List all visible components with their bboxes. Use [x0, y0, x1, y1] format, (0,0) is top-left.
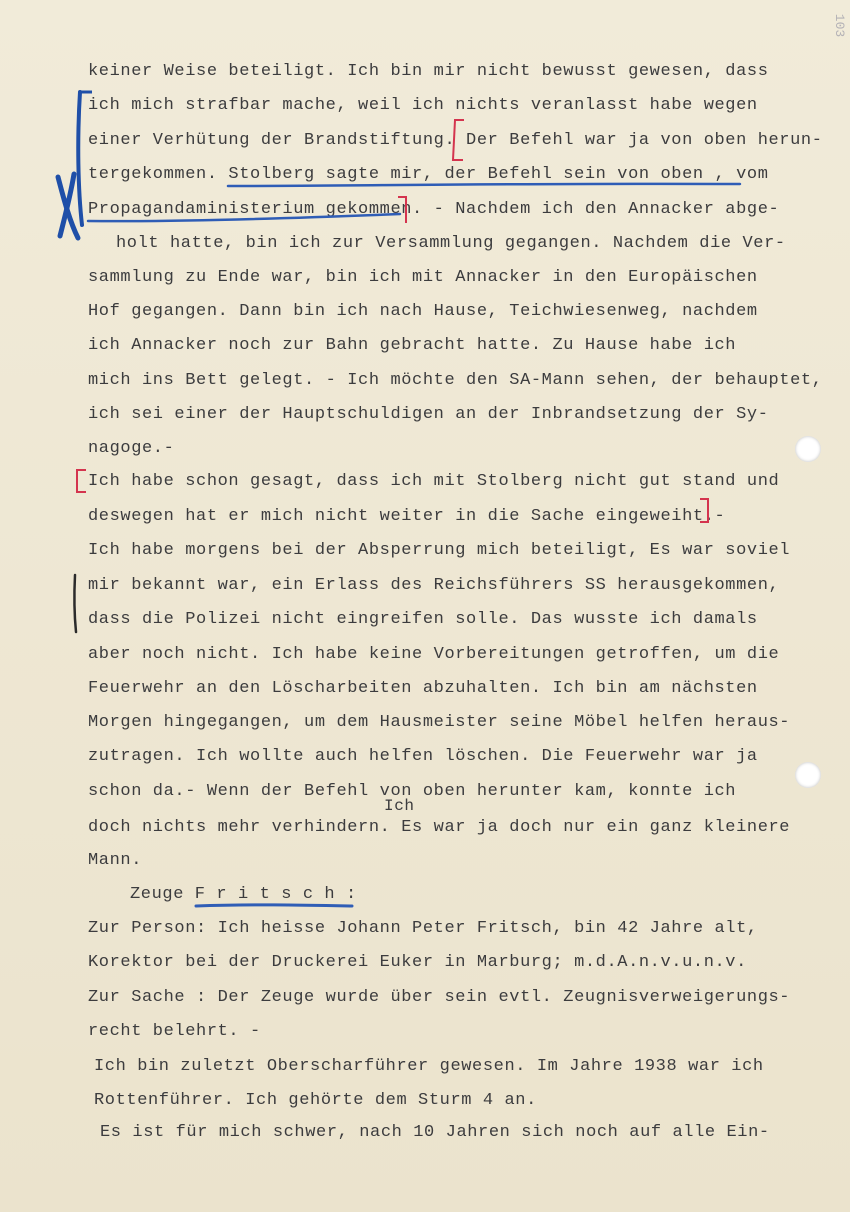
text-line: Feuerwehr an den Löscharbeiten abzuhalten. Ich bin am nächsten	[88, 679, 758, 698]
text-line: Morgen hingegangen, um dem Hausmeister seine Möbel helfen heraus-	[88, 713, 791, 732]
text-line: Mann.	[88, 851, 143, 870]
text-line: Zeuge F r i t s c h :	[130, 885, 357, 904]
red-bracket-close-2	[700, 499, 708, 522]
text-line: tergekommen. Stolberg sagte mir, der Befehl sein von oben , vom	[88, 165, 769, 184]
red-bracket-open-1	[453, 120, 464, 160]
text-line: Zur Person: Ich heisse Johann Peter Fritsch, bin 42 Jahre alt,	[88, 919, 758, 938]
margin-x-label	[52, 170, 53, 171]
text-line: mich ins Bett gelegt. - Ich möchte den SA-Mann sehen, der behauptet,	[88, 371, 823, 390]
text-line: ich sei einer der Hauptschuldigen an der Inbrandsetzung der Sy-	[88, 405, 769, 424]
text-line: Ich habe schon gesagt, dass ich mit Stolberg nicht gut stand und	[88, 472, 780, 491]
text-line: ich Annacker noch zur Bahn gebracht hatte. Zu Hause habe ich	[88, 336, 737, 355]
blue-underline-stolberg	[228, 184, 740, 186]
text-line: recht belehrt. -	[88, 1022, 261, 1041]
underline-witness-name	[196, 905, 352, 906]
text-line: Zur Sache : Der Zeuge wurde über sein evtl. Zeugnisverweigerungs-	[88, 988, 791, 1007]
text-line: zutragen. Ich wollte auch helfen löschen. Die Feuerwehr war ja	[88, 747, 758, 766]
red-bracket-open-2	[77, 470, 86, 492]
text-line: Rottenführer. Ich gehörte dem Sturm 4 an.	[94, 1091, 537, 1110]
text-line: doch nichts mehr verhindern. Es war ja doch nur ein ganz kleinere	[88, 818, 791, 837]
text-line: einer Verhütung der Brandstiftung. Der Befehl war ja von oben herun-	[88, 131, 823, 150]
red-bracket-close-1	[398, 197, 406, 223]
blue-margin-bracket	[78, 92, 82, 225]
text-line: Hof gegangen. Dann bin ich nach Hause, Teichwiesenweg, nachdem	[88, 302, 758, 321]
text-line: schon da.- Wenn der Befehl von oben herunter kam, konnte ich	[88, 782, 737, 801]
text-line: keiner Weise beteiligt. Ich bin mir nicht bewusst gewesen, dass	[88, 62, 769, 81]
text-line: ich mich strafbar mache, weil ich nichts veranlasst habe wegen	[88, 96, 758, 115]
text-line: Ich bin zuletzt Oberscharführer gewesen. Im Jahre 1938 war ich	[94, 1057, 764, 1076]
text-line: mir bekannt war, ein Erlass des Reichsführers SS herausgekommen,	[88, 576, 780, 595]
text-line: deswegen hat er mich nicht weiter in die Sache eingeweiht.-	[88, 507, 726, 526]
text-line: Korektor bei der Druckerei Euker in Marburg; m.d.A.n.v.u.n.v.	[88, 953, 747, 972]
text-line: nagoge.-	[88, 439, 175, 458]
text-line: Es ist für mich schwer, nach 10 Jahren sich noch auf alle Ein-	[100, 1123, 770, 1142]
black-margin-line	[74, 575, 76, 632]
handwritten-insertion: Ich	[384, 797, 415, 815]
text-line: aber noch nicht. Ich habe keine Vorbereitungen getroffen, um die	[88, 645, 780, 664]
text-line: holt hatte, bin ich zur Versammlung gegangen. Nachdem die Ver-	[116, 234, 786, 253]
corner-page-note: 103	[832, 13, 848, 38]
text-line: Propagandaministerium gekommen. - Nachdem ich den Annacker abge-	[88, 200, 780, 219]
blue-underline-propaganda	[88, 214, 400, 221]
text-line: sammlung zu Ende war, bin ich mit Annacker in den Europäischen	[88, 268, 758, 287]
text-line: Ich habe morgens bei der Absperrung mich beteiligt, Es war soviel	[88, 541, 791, 560]
text-line: dass die Polizei nicht eingreifen solle. Das wusste ich damals	[88, 610, 758, 629]
